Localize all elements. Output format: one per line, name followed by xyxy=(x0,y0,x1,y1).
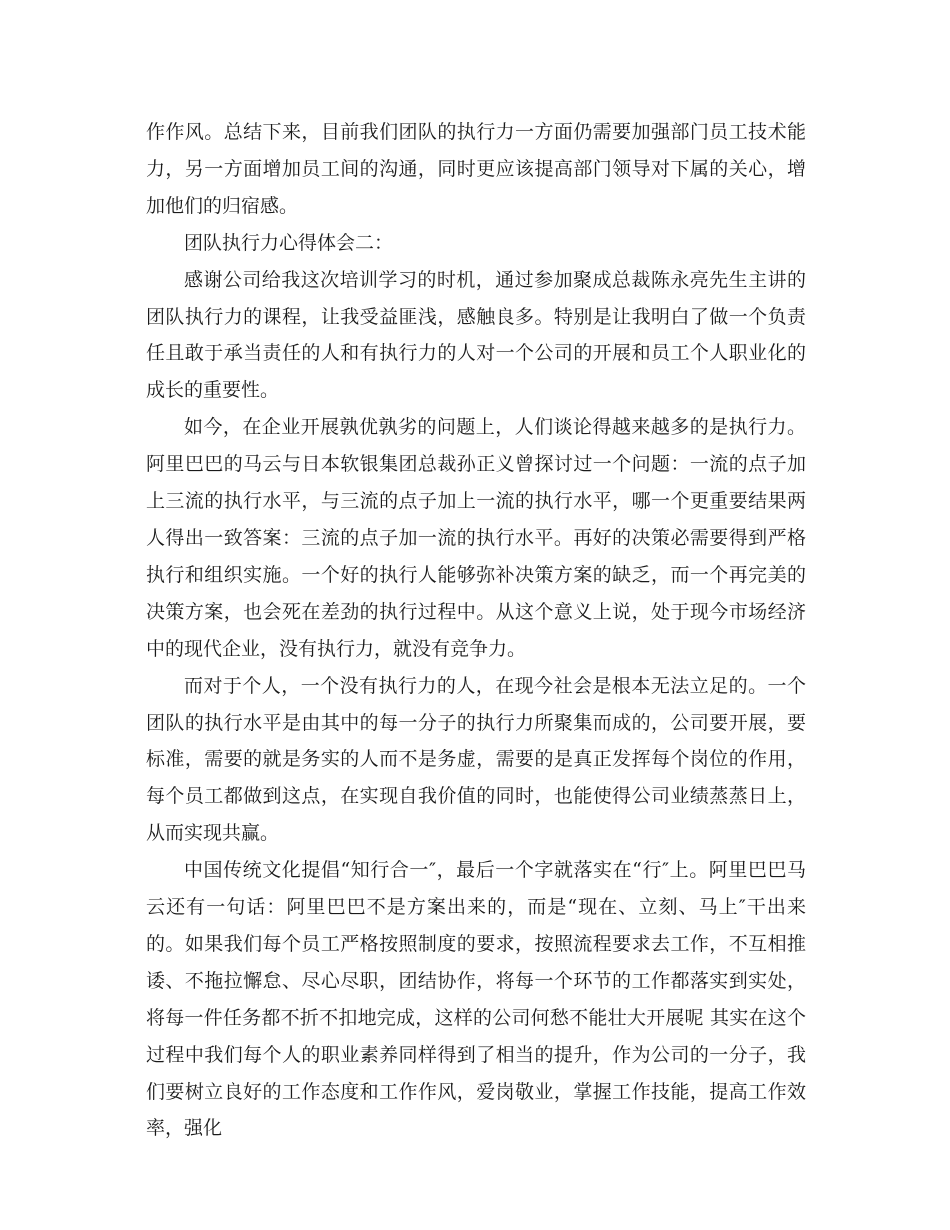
document-body xyxy=(146,114,806,1147)
paragraph-continuation: 作作风。总结下来，目前我们团队的执行力一方面仍需要加强部门员工技术能力，另一方面增加员工间的沟通，同时更应该提高部门领导对下属的关心，增加他们的归宿感。 xyxy=(146,121,806,217)
paragraph-execution-importance: 如今，在企业开展孰优孰劣的问题上，人们谈论得越来越多的是执行力。阿里巴巴的马云与日本软银集团总裁孙正义曾探讨过一个问题：一流的点子加上三流的执行水平，与三流的点子加上一流的执行水平，哪一个更重要结果两人得出一致答案：三流的点子加一流的执行水平。再好的决策必需要得到严格执行和组织实施。一个好的执行人能够弥补决策方案的缺乏，而一个再完美的决策方案，也会死在差劲的执行过程中。从这个意义上说，处于现今市场经济中的现代企业，没有执行力，就没有竞争力。 xyxy=(146,416,806,660)
section-heading: 团队执行力心得体会二： xyxy=(184,231,394,254)
paragraph-individual: 而对于个人，一个没有执行力的人，在现今社会是根本无法立足的。一个团队的执行水平是由其中的每一分子的执行力所聚集而成的，公司要开展，要标准，需要的就是务实的人而不是务虚，需要的是真正发挥每个岗位的作用，每个员工都做到这点，在实现自我价值的同时，也能使得公司业绩蒸蒸日上，从而实现共赢。 xyxy=(146,674,806,845)
paragraph-gratitude: 感谢公司给我这次培训学习的时机，通过参加聚成总裁陈永亮先生主讲的团队执行力的课程，让我受益匪浅，感触良多。特别是让我明白了做一个负责任且敢于承当责任的人和有执行力的人对一个公司的开展和员工个人职业化的成长的重要性。 xyxy=(146,268,806,402)
paragraph-tradition: 中国传统文化提倡“知行合一″，最后一个字就落实在“行″上。阿里巴巴马云还有一句话：阿里巴巴不是方案出来的，而是“现在、立刻、马上″干出来的。如果我们每个员工严格按照制度的要求，按照流程要求去工作，不互相推诿、不拖拉懈怠、尽心尽职，团结协作，将每一个环节的工作都落实到实处，将每一件任务都不折不扣地完成，这样的公司何愁不能壮大开展呢 其实在这个过程中我们每个人的职业素养同样得到了相当的提升，作为公司的一分子，我们要树立良好的工作态度和工作作风，爱岗敬业，掌握工作技能，提高工作效率，强化 xyxy=(146,859,806,1140)
